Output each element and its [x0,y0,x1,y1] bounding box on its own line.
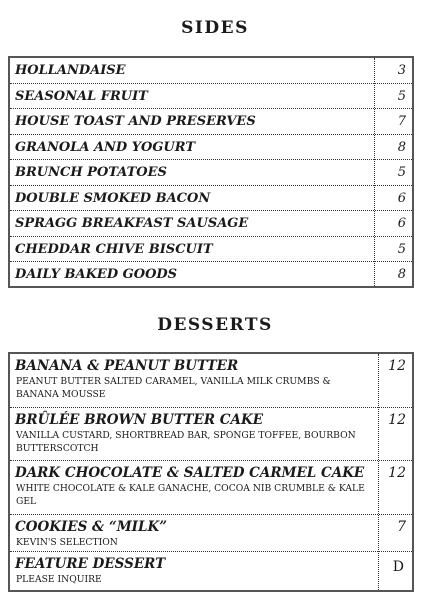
menu-item-price: 8 [397,267,406,282]
menu-row [10,135,412,161]
menu-item-price: 5 [397,241,406,257]
sides-menu-table [8,56,414,288]
menu-item-description: PLEASE INQUIRE [16,574,102,585]
menu-row [10,515,412,552]
menu-item-description: PEANUT BUTTER SALTED CARAMEL, VANILLA MILK CRUMBS & BANANA MOUSSE [16,376,331,400]
menu-item-name: BRUNCH POTATOES [15,165,167,180]
desserts-menu-table [8,352,414,592]
menu-row [10,408,412,461]
menu-row [10,461,412,515]
menu-item-name: BANANA & PEANUT BUTTER [15,358,239,374]
menu-item-price: 6 [397,216,406,231]
menu-item-name: CHEDDAR CHIVE BISCUIT [15,241,213,257]
menu-item-name: COOKIES & “MILK” [15,519,167,535]
menu-row [10,109,412,135]
menu-item-price: 5 [397,165,406,180]
menu-item-price: 8 [397,139,406,155]
menu-row [10,354,412,408]
menu-item-price: 12 [388,358,406,374]
menu-item-price: 6 [397,190,406,206]
menu-item-name: DAILY BAKED GOODS [15,267,178,282]
menu-item-price: 3 [397,63,406,78]
menu-item-price: 12 [388,465,406,481]
menu-item-description: KEVIN'S SELECTION [16,537,118,548]
menu-row [10,160,412,186]
menu-item-description: WHITE CHOCOLATE & KALE GANACHE, COCOA NIB CRUMBLE & KALE GEL [16,483,365,507]
menu-item-price: 12 [388,412,406,428]
sides-section-title: SIDES [181,18,249,38]
menu-item-name: DARK CHOCOLATE & SALTED CARMEL CAKE [15,465,365,481]
menu-item-name: GRANOLA AND YOGURT [15,139,196,155]
menu-row [10,84,412,110]
menu-item-name: DOUBLE SMOKED BACON [15,190,211,206]
menu-row [10,211,412,237]
menu-item-price: 7 [397,519,406,535]
menu-item-name: HOUSE TOAST AND PRESERVES [15,114,256,129]
menu-row [10,262,412,286]
menu-item-price: D [392,559,404,575]
menu-item-name: FEATURE DESSERT [15,556,166,572]
menu-row [10,552,412,590]
menu-item-name: SEASONAL FRUIT [15,88,148,104]
menu-item-name: HOLLANDAISE [15,63,126,78]
menu-row [10,58,412,84]
menu-item-description: VANILLA CUSTARD, SHORTBREAD BAR, SPONGE TOFFEE, BOURBON BUTTERSCOTCH [16,430,356,454]
menu-item-name: SPRAGG BREAKFAST SAUSAGE [15,216,249,231]
menu-item-price: 5 [397,88,406,104]
menu-row [10,237,412,263]
menu-item-price: 7 [397,114,406,129]
menu-row [10,186,412,212]
desserts-section-title: DESSERTS [157,315,273,335]
menu-item-name: BRÛLÉE BROWN BUTTER CAKE [15,412,264,428]
